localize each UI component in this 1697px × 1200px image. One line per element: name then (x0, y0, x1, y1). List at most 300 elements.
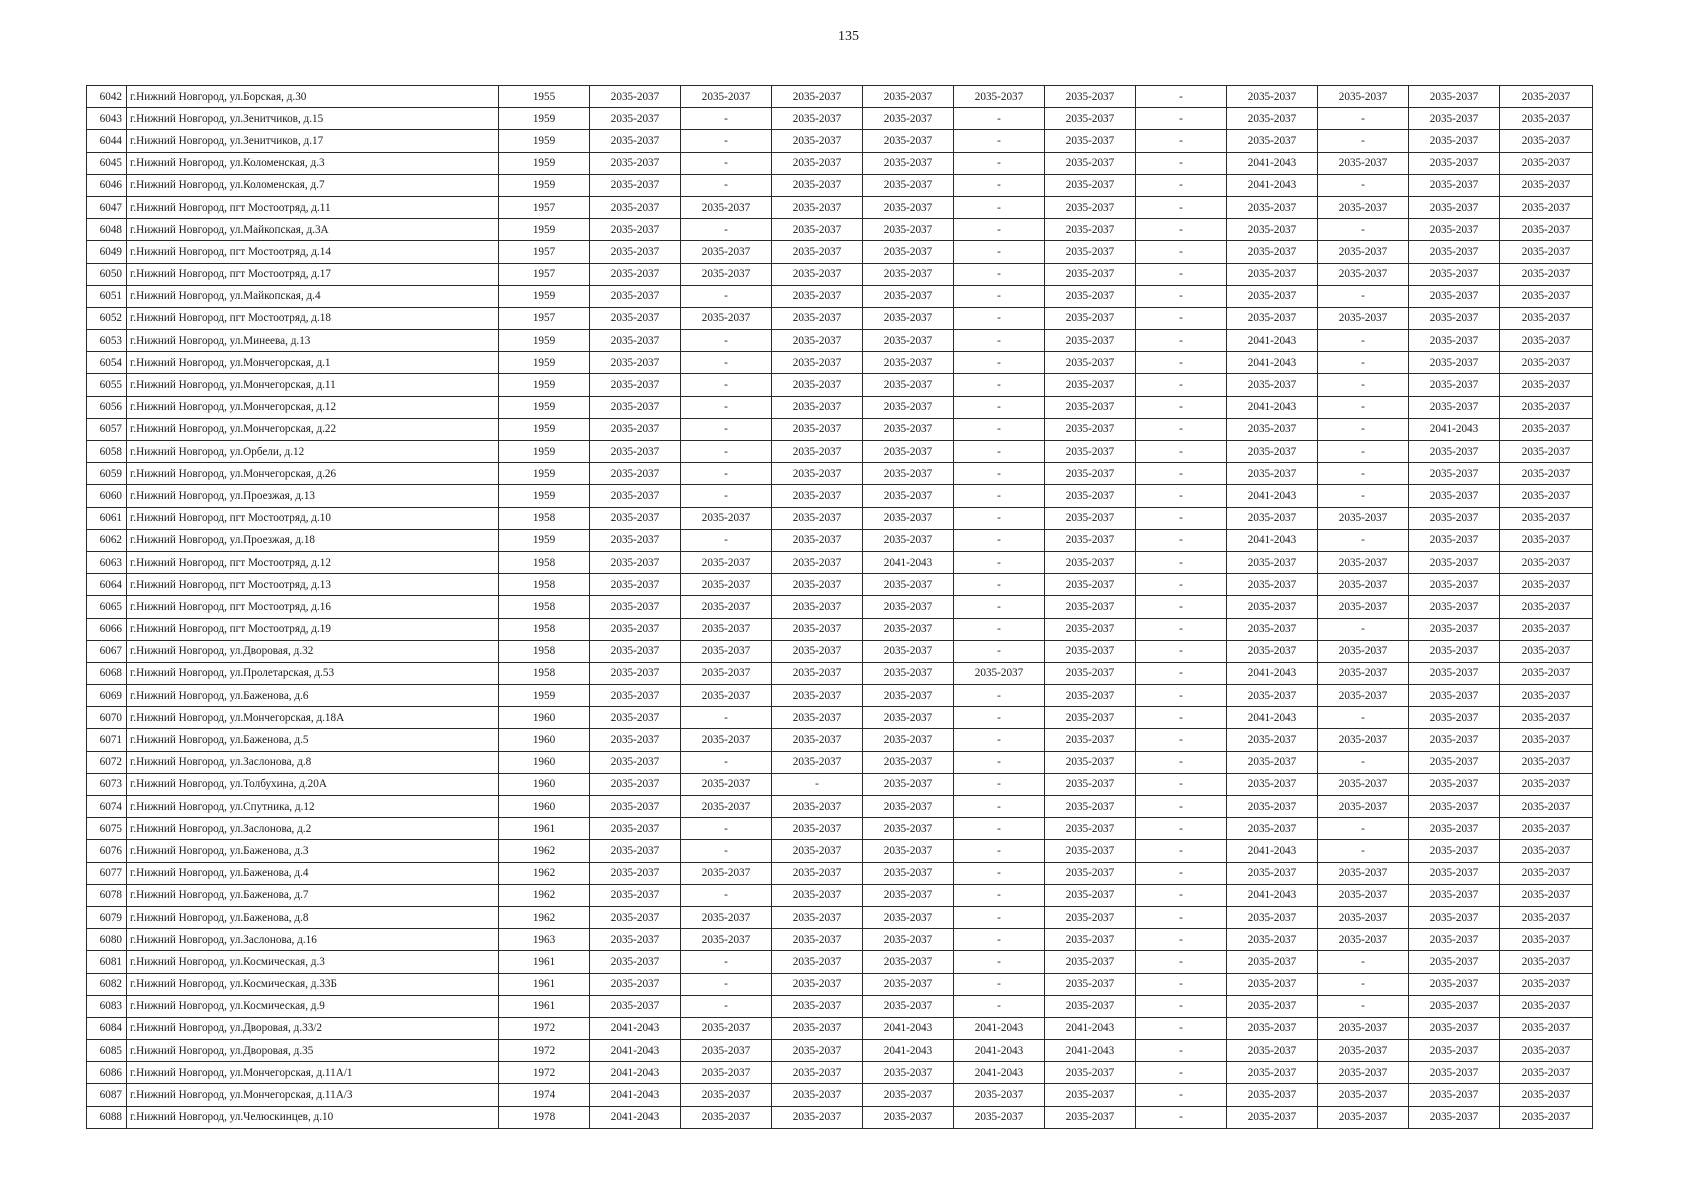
cell-address: г.Нижний Новгород, ул.Мончегорская, д.22 (127, 418, 499, 440)
cell-period-col-6: 2035-2037 (1045, 307, 1136, 329)
cell-period-col-5: - (954, 219, 1045, 241)
cell-period-col-1: 2035-2037 (590, 174, 681, 196)
cell-period-col-3: 2035-2037 (772, 86, 863, 108)
cell-period-col-1: 2041-2043 (590, 1084, 681, 1106)
cell-period-col-7: - (1136, 640, 1227, 662)
cell-period-col-10: 2035-2037 (1409, 86, 1500, 108)
cell-period-col-3: 2035-2037 (772, 906, 863, 928)
cell-period-col-6: 2035-2037 (1045, 596, 1136, 618)
cell-period-col-8: 2041-2043 (1227, 485, 1318, 507)
cell-period-col-6: 2035-2037 (1045, 396, 1136, 418)
cell-period-col-10: 2035-2037 (1409, 818, 1500, 840)
cell-address: г.Нижний Новгород, ул.Баженова, д.3 (127, 840, 499, 862)
cell-period-col-9: 2035-2037 (1318, 1040, 1409, 1062)
cell-year-built: 1959 (499, 285, 590, 307)
cell-address: г.Нижний Новгород, пгт Мостоотряд, д.10 (127, 507, 499, 529)
cell-address: г.Нижний Новгород, ул.Мончегорская, д.1 (127, 352, 499, 374)
cell-period-col-7: - (1136, 1017, 1227, 1039)
cell-period-col-11: 2035-2037 (1500, 906, 1593, 928)
table-row (87, 418, 1593, 440)
cell-period-col-3: 2035-2037 (772, 507, 863, 529)
table-row (87, 596, 1593, 618)
table-row (87, 285, 1593, 307)
cell-row-number: 6069 (87, 685, 127, 707)
table-row (87, 929, 1593, 951)
cell-period-col-10: 2035-2037 (1409, 463, 1500, 485)
cell-period-col-1: 2035-2037 (590, 751, 681, 773)
cell-address: г.Нижний Новгород, ул.Баженова, д.8 (127, 906, 499, 928)
cell-period-col-4: 2035-2037 (863, 418, 954, 440)
cell-period-col-2: 2035-2037 (681, 618, 772, 640)
cell-period-col-3: 2035-2037 (772, 263, 863, 285)
cell-row-number: 6065 (87, 596, 127, 618)
cell-period-col-10: 2035-2037 (1409, 862, 1500, 884)
cell-row-number: 6086 (87, 1062, 127, 1084)
cell-period-col-3: 2035-2037 (772, 862, 863, 884)
cell-row-number: 6058 (87, 441, 127, 463)
cell-address: г.Нижний Новгород, ул.Орбели, д.12 (127, 441, 499, 463)
table-row (87, 1040, 1593, 1062)
cell-period-col-2: - (681, 285, 772, 307)
cell-period-col-7: - (1136, 884, 1227, 906)
cell-year-built: 1960 (499, 751, 590, 773)
cell-period-col-4: 2035-2037 (863, 108, 954, 130)
cell-row-number: 6049 (87, 241, 127, 263)
cell-period-col-8: 2041-2043 (1227, 174, 1318, 196)
cell-period-col-11: 2035-2037 (1500, 152, 1593, 174)
cell-row-number: 6068 (87, 662, 127, 684)
cell-address: г.Нижний Новгород, ул.Дворовая, д.33/2 (127, 1017, 499, 1039)
cell-period-col-11: 2035-2037 (1500, 1062, 1593, 1084)
cell-row-number: 6074 (87, 796, 127, 818)
cell-period-col-4: 2035-2037 (863, 174, 954, 196)
cell-period-col-7: - (1136, 441, 1227, 463)
cell-address: г.Нижний Новгород, ул.Проезжая, д.13 (127, 485, 499, 507)
cell-period-col-4: 2035-2037 (863, 441, 954, 463)
cell-period-col-9: 2035-2037 (1318, 551, 1409, 573)
cell-period-col-6: 2035-2037 (1045, 574, 1136, 596)
cell-period-col-2: 2035-2037 (681, 773, 772, 795)
cell-period-col-11: 2035-2037 (1500, 441, 1593, 463)
cell-period-col-5: - (954, 108, 1045, 130)
cell-period-col-3: 2035-2037 (772, 1106, 863, 1128)
cell-row-number: 6057 (87, 418, 127, 440)
cell-period-col-6: 2035-2037 (1045, 219, 1136, 241)
cell-period-col-6: 2035-2037 (1045, 507, 1136, 529)
cell-address: г.Нижний Новгород, ул.Космическая, д.33Б (127, 973, 499, 995)
cell-row-number: 6079 (87, 906, 127, 928)
cell-period-col-3: 2035-2037 (772, 840, 863, 862)
cell-year-built: 1962 (499, 862, 590, 884)
cell-period-col-3: 2035-2037 (772, 1084, 863, 1106)
cell-row-number: 6073 (87, 773, 127, 795)
cell-period-col-5: 2041-2043 (954, 1062, 1045, 1084)
cell-year-built: 1957 (499, 241, 590, 263)
cell-period-col-8: 2035-2037 (1227, 751, 1318, 773)
cell-period-col-1: 2035-2037 (590, 441, 681, 463)
cell-period-col-5: - (954, 285, 1045, 307)
cell-year-built: 1959 (499, 485, 590, 507)
table-row (87, 951, 1593, 973)
cell-period-col-3: 2035-2037 (772, 418, 863, 440)
cell-period-col-9: - (1318, 818, 1409, 840)
cell-period-col-8: 2035-2037 (1227, 219, 1318, 241)
cell-row-number: 6042 (87, 86, 127, 108)
cell-period-col-3: - (772, 773, 863, 795)
cell-period-col-6: 2035-2037 (1045, 662, 1136, 684)
cell-period-col-1: 2041-2043 (590, 1106, 681, 1128)
cell-row-number: 6046 (87, 174, 127, 196)
cell-period-col-8: 2041-2043 (1227, 529, 1318, 551)
cell-row-number: 6072 (87, 751, 127, 773)
cell-period-col-9: - (1318, 418, 1409, 440)
table-row (87, 662, 1593, 684)
cell-year-built: 1959 (499, 418, 590, 440)
cell-period-col-4: 2035-2037 (863, 751, 954, 773)
cell-period-col-11: 2035-2037 (1500, 529, 1593, 551)
cell-period-col-8: 2035-2037 (1227, 374, 1318, 396)
cell-year-built: 1959 (499, 174, 590, 196)
cell-period-col-6: 2035-2037 (1045, 796, 1136, 818)
cell-period-col-11: 2035-2037 (1500, 729, 1593, 751)
cell-period-col-10: 2035-2037 (1409, 1040, 1500, 1062)
cell-period-col-4: 2035-2037 (863, 307, 954, 329)
cell-period-col-7: - (1136, 219, 1227, 241)
cell-period-col-4: 2035-2037 (863, 973, 954, 995)
cell-period-col-2: 2035-2037 (681, 862, 772, 884)
table-row (87, 751, 1593, 773)
cell-period-col-9: 2035-2037 (1318, 1017, 1409, 1039)
cell-period-col-9: 2035-2037 (1318, 152, 1409, 174)
cell-period-col-9: 2035-2037 (1318, 574, 1409, 596)
table-row (87, 485, 1593, 507)
cell-period-col-7: - (1136, 374, 1227, 396)
cell-period-col-10: 2035-2037 (1409, 485, 1500, 507)
cell-period-col-8: 2041-2043 (1227, 152, 1318, 174)
cell-row-number: 6071 (87, 729, 127, 751)
cell-period-col-6: 2035-2037 (1045, 374, 1136, 396)
table-row (87, 263, 1593, 285)
cell-period-col-6: 2035-2037 (1045, 352, 1136, 374)
cell-period-col-7: - (1136, 241, 1227, 263)
cell-period-col-8: 2041-2043 (1227, 707, 1318, 729)
cell-period-col-7: - (1136, 951, 1227, 973)
table-row (87, 1017, 1593, 1039)
cell-year-built: 1961 (499, 995, 590, 1017)
cell-period-col-1: 2035-2037 (590, 551, 681, 573)
cell-address: г.Нижний Новгород, ул.Челюскинцев, д.10 (127, 1106, 499, 1128)
cell-period-col-4: 2035-2037 (863, 485, 954, 507)
cell-period-col-11: 2035-2037 (1500, 418, 1593, 440)
cell-period-col-10: 2035-2037 (1409, 796, 1500, 818)
cell-period-col-1: 2035-2037 (590, 196, 681, 218)
cell-period-col-7: - (1136, 796, 1227, 818)
cell-period-col-10: 2035-2037 (1409, 551, 1500, 573)
cell-period-col-8: 2035-2037 (1227, 1106, 1318, 1128)
cell-period-col-10: 2035-2037 (1409, 219, 1500, 241)
cell-period-col-7: - (1136, 152, 1227, 174)
cell-period-col-5: 2035-2037 (954, 1106, 1045, 1128)
cell-period-col-8: 2041-2043 (1227, 352, 1318, 374)
cell-period-col-3: 2035-2037 (772, 729, 863, 751)
cell-year-built: 1962 (499, 884, 590, 906)
cell-period-col-11: 2035-2037 (1500, 507, 1593, 529)
cell-period-col-1: 2035-2037 (590, 529, 681, 551)
cell-period-col-4: 2035-2037 (863, 884, 954, 906)
cell-period-col-9: - (1318, 174, 1409, 196)
cell-period-col-1: 2041-2043 (590, 1062, 681, 1084)
cell-period-col-4: 2035-2037 (863, 1106, 954, 1128)
cell-period-col-1: 2035-2037 (590, 307, 681, 329)
cell-year-built: 1959 (499, 219, 590, 241)
cell-period-col-4: 2035-2037 (863, 951, 954, 973)
cell-row-number: 6047 (87, 196, 127, 218)
cell-period-col-8: 2035-2037 (1227, 86, 1318, 108)
cell-period-col-3: 2035-2037 (772, 640, 863, 662)
cell-period-col-5: - (954, 707, 1045, 729)
cell-year-built: 1959 (499, 396, 590, 418)
cell-period-col-3: 2035-2037 (772, 330, 863, 352)
cell-period-col-2: 2035-2037 (681, 1084, 772, 1106)
cell-period-col-6: 2035-2037 (1045, 751, 1136, 773)
cell-period-col-10: 2035-2037 (1409, 374, 1500, 396)
cell-period-col-9: - (1318, 973, 1409, 995)
page-number: 135 (838, 29, 859, 44)
cell-row-number: 6064 (87, 574, 127, 596)
cell-period-col-11: 2035-2037 (1500, 685, 1593, 707)
cell-year-built: 1961 (499, 818, 590, 840)
cell-address: г.Нижний Новгород, ул.Мончегорская, д.26 (127, 463, 499, 485)
cell-row-number: 6061 (87, 507, 127, 529)
cell-period-col-2: 2035-2037 (681, 86, 772, 108)
cell-row-number: 6043 (87, 108, 127, 130)
cell-period-col-11: 2035-2037 (1500, 196, 1593, 218)
cell-period-col-8: 2041-2043 (1227, 396, 1318, 418)
cell-period-col-1: 2041-2043 (590, 1017, 681, 1039)
table-row (87, 507, 1593, 529)
cell-period-col-2: 2035-2037 (681, 551, 772, 573)
cell-period-col-7: - (1136, 352, 1227, 374)
cell-period-col-7: - (1136, 1084, 1227, 1106)
cell-period-col-11: 2035-2037 (1500, 1017, 1593, 1039)
cell-period-col-6: 2035-2037 (1045, 551, 1136, 573)
table-row (87, 707, 1593, 729)
cell-period-col-1: 2035-2037 (590, 485, 681, 507)
cell-period-col-6: 2035-2037 (1045, 818, 1136, 840)
table-body (87, 86, 1593, 1129)
cell-period-col-6: 2035-2037 (1045, 1062, 1136, 1084)
cell-period-col-4: 2035-2037 (863, 352, 954, 374)
table-row (87, 152, 1593, 174)
cell-period-col-2: - (681, 174, 772, 196)
cell-period-col-10: 2035-2037 (1409, 685, 1500, 707)
cell-period-col-10: 2035-2037 (1409, 108, 1500, 130)
cell-period-col-10: 2035-2037 (1409, 973, 1500, 995)
cell-period-col-2: - (681, 108, 772, 130)
table-row (87, 352, 1593, 374)
table-row (87, 463, 1593, 485)
cell-period-col-6: 2035-2037 (1045, 1084, 1136, 1106)
cell-address: г.Нижний Новгород, пгт Мостоотряд, д.13 (127, 574, 499, 596)
cell-year-built: 1959 (499, 152, 590, 174)
cell-period-col-7: - (1136, 418, 1227, 440)
cell-address: г.Нижний Новгород, ул.Мончегорская, д.18А (127, 707, 499, 729)
cell-period-col-1: 2035-2037 (590, 662, 681, 684)
cell-period-col-9: - (1318, 441, 1409, 463)
cell-period-col-3: 2035-2037 (772, 884, 863, 906)
cell-period-col-5: - (954, 995, 1045, 1017)
cell-year-built: 1957 (499, 307, 590, 329)
table-row (87, 973, 1593, 995)
cell-period-col-5: - (954, 751, 1045, 773)
cell-period-col-8: 2035-2037 (1227, 906, 1318, 928)
cell-address: г.Нижний Новгород, ул.Мончегорская, д.12 (127, 396, 499, 418)
cell-period-col-4: 2035-2037 (863, 241, 954, 263)
cell-period-col-2: 2035-2037 (681, 685, 772, 707)
cell-year-built: 1972 (499, 1062, 590, 1084)
cell-period-col-7: - (1136, 906, 1227, 928)
cell-period-col-9: - (1318, 352, 1409, 374)
cell-period-col-9: 2035-2037 (1318, 929, 1409, 951)
cell-period-col-4: 2035-2037 (863, 263, 954, 285)
cell-period-col-4: 2035-2037 (863, 707, 954, 729)
cell-period-col-7: - (1136, 662, 1227, 684)
cell-period-col-1: 2035-2037 (590, 152, 681, 174)
cell-year-built: 1959 (499, 374, 590, 396)
cell-period-col-1: 2035-2037 (590, 463, 681, 485)
table-row (87, 108, 1593, 130)
cell-period-col-7: - (1136, 751, 1227, 773)
cell-period-col-2: 2035-2037 (681, 1017, 772, 1039)
cell-period-col-8: 2035-2037 (1227, 551, 1318, 573)
cell-address: г.Нижний Новгород, ул.Баженова, д.5 (127, 729, 499, 751)
cell-period-col-9: 2035-2037 (1318, 263, 1409, 285)
cell-period-col-3: 2035-2037 (772, 241, 863, 263)
cell-row-number: 6044 (87, 130, 127, 152)
cell-period-col-1: 2035-2037 (590, 640, 681, 662)
cell-period-col-10: 2035-2037 (1409, 840, 1500, 862)
cell-row-number: 6080 (87, 929, 127, 951)
cell-period-col-6: 2035-2037 (1045, 130, 1136, 152)
cell-period-col-4: 2035-2037 (863, 463, 954, 485)
cell-period-col-1: 2035-2037 (590, 396, 681, 418)
cell-period-col-3: 2035-2037 (772, 818, 863, 840)
cell-period-col-1: 2035-2037 (590, 840, 681, 862)
cell-period-col-8: 2035-2037 (1227, 995, 1318, 1017)
cell-period-col-2: 2035-2037 (681, 729, 772, 751)
cell-period-col-6: 2035-2037 (1045, 906, 1136, 928)
cell-period-col-10: 2035-2037 (1409, 884, 1500, 906)
table-row (87, 618, 1593, 640)
cell-period-col-11: 2035-2037 (1500, 1084, 1593, 1106)
cell-address: г.Нижний Новгород, пгт Мостоотряд, д.16 (127, 596, 499, 618)
cell-period-col-10: 2035-2037 (1409, 906, 1500, 928)
cell-period-col-7: - (1136, 618, 1227, 640)
cell-row-number: 6067 (87, 640, 127, 662)
cell-year-built: 1960 (499, 729, 590, 751)
cell-period-col-2: - (681, 352, 772, 374)
cell-period-col-1: 2035-2037 (590, 219, 681, 241)
cell-period-col-11: 2035-2037 (1500, 108, 1593, 130)
cell-period-col-11: 2035-2037 (1500, 330, 1593, 352)
cell-period-col-11: 2035-2037 (1500, 86, 1593, 108)
cell-year-built: 1958 (499, 618, 590, 640)
cell-period-col-5: - (954, 596, 1045, 618)
cell-period-col-5: - (954, 241, 1045, 263)
cell-period-col-4: 2035-2037 (863, 507, 954, 529)
cell-period-col-7: - (1136, 1106, 1227, 1128)
cell-year-built: 1958 (499, 662, 590, 684)
cell-period-col-5: 2035-2037 (954, 86, 1045, 108)
cell-period-col-7: - (1136, 596, 1227, 618)
cell-period-col-9: 2035-2037 (1318, 906, 1409, 928)
cell-period-col-5: - (954, 929, 1045, 951)
cell-period-col-3: 2035-2037 (772, 196, 863, 218)
cell-address: г.Нижний Новгород, ул.Пролетарская, д.53 (127, 662, 499, 684)
cell-address: г.Нижний Новгород, ул.Баженова, д.4 (127, 862, 499, 884)
cell-period-col-4: 2035-2037 (863, 374, 954, 396)
cell-period-col-2: - (681, 995, 772, 1017)
cell-year-built: 1958 (499, 574, 590, 596)
cell-period-col-5: - (954, 973, 1045, 995)
cell-period-col-8: 2035-2037 (1227, 1062, 1318, 1084)
cell-period-col-5: - (954, 307, 1045, 329)
cell-period-col-2: - (681, 396, 772, 418)
cell-year-built: 1958 (499, 507, 590, 529)
cell-year-built: 1957 (499, 196, 590, 218)
cell-address: г.Нижний Новгород, ул.Мончегорская, д.11А/3 (127, 1084, 499, 1106)
cell-period-col-8: 2035-2037 (1227, 441, 1318, 463)
cell-year-built: 1961 (499, 973, 590, 995)
cell-period-col-3: 2035-2037 (772, 174, 863, 196)
cell-period-col-2: - (681, 441, 772, 463)
cell-period-col-7: - (1136, 1062, 1227, 1084)
cell-period-col-8: 2035-2037 (1227, 596, 1318, 618)
cell-row-number: 6048 (87, 219, 127, 241)
cell-year-built: 1959 (499, 441, 590, 463)
table-row (87, 86, 1593, 108)
cell-period-col-9: 2035-2037 (1318, 773, 1409, 795)
cell-period-col-10: 2035-2037 (1409, 174, 1500, 196)
cell-period-col-10: 2035-2037 (1409, 1017, 1500, 1039)
cell-period-col-9: - (1318, 707, 1409, 729)
cell-period-col-5: - (954, 196, 1045, 218)
cell-period-col-11: 2035-2037 (1500, 995, 1593, 1017)
cell-period-col-7: - (1136, 862, 1227, 884)
cell-period-col-5: - (954, 396, 1045, 418)
cell-address: г.Нижний Новгород, ул.Зенитчиков, д.15 (127, 108, 499, 130)
cell-period-col-7: - (1136, 773, 1227, 795)
cell-period-col-5: - (954, 152, 1045, 174)
cell-period-col-3: 2035-2037 (772, 685, 863, 707)
cell-period-col-7: - (1136, 108, 1227, 130)
cell-period-col-6: 2035-2037 (1045, 86, 1136, 108)
cell-period-col-7: - (1136, 529, 1227, 551)
cell-period-col-1: 2035-2037 (590, 618, 681, 640)
table-row (87, 219, 1593, 241)
table-row (87, 529, 1593, 551)
cell-row-number: 6076 (87, 840, 127, 862)
cell-row-number: 6078 (87, 884, 127, 906)
cell-period-col-1: 2035-2037 (590, 707, 681, 729)
cell-period-col-9: 2035-2037 (1318, 86, 1409, 108)
cell-period-col-3: 2035-2037 (772, 285, 863, 307)
cell-period-col-9: - (1318, 951, 1409, 973)
cell-row-number: 6070 (87, 707, 127, 729)
cell-period-col-9: - (1318, 130, 1409, 152)
cell-period-col-3: 2035-2037 (772, 796, 863, 818)
cell-period-col-6: 2035-2037 (1045, 862, 1136, 884)
